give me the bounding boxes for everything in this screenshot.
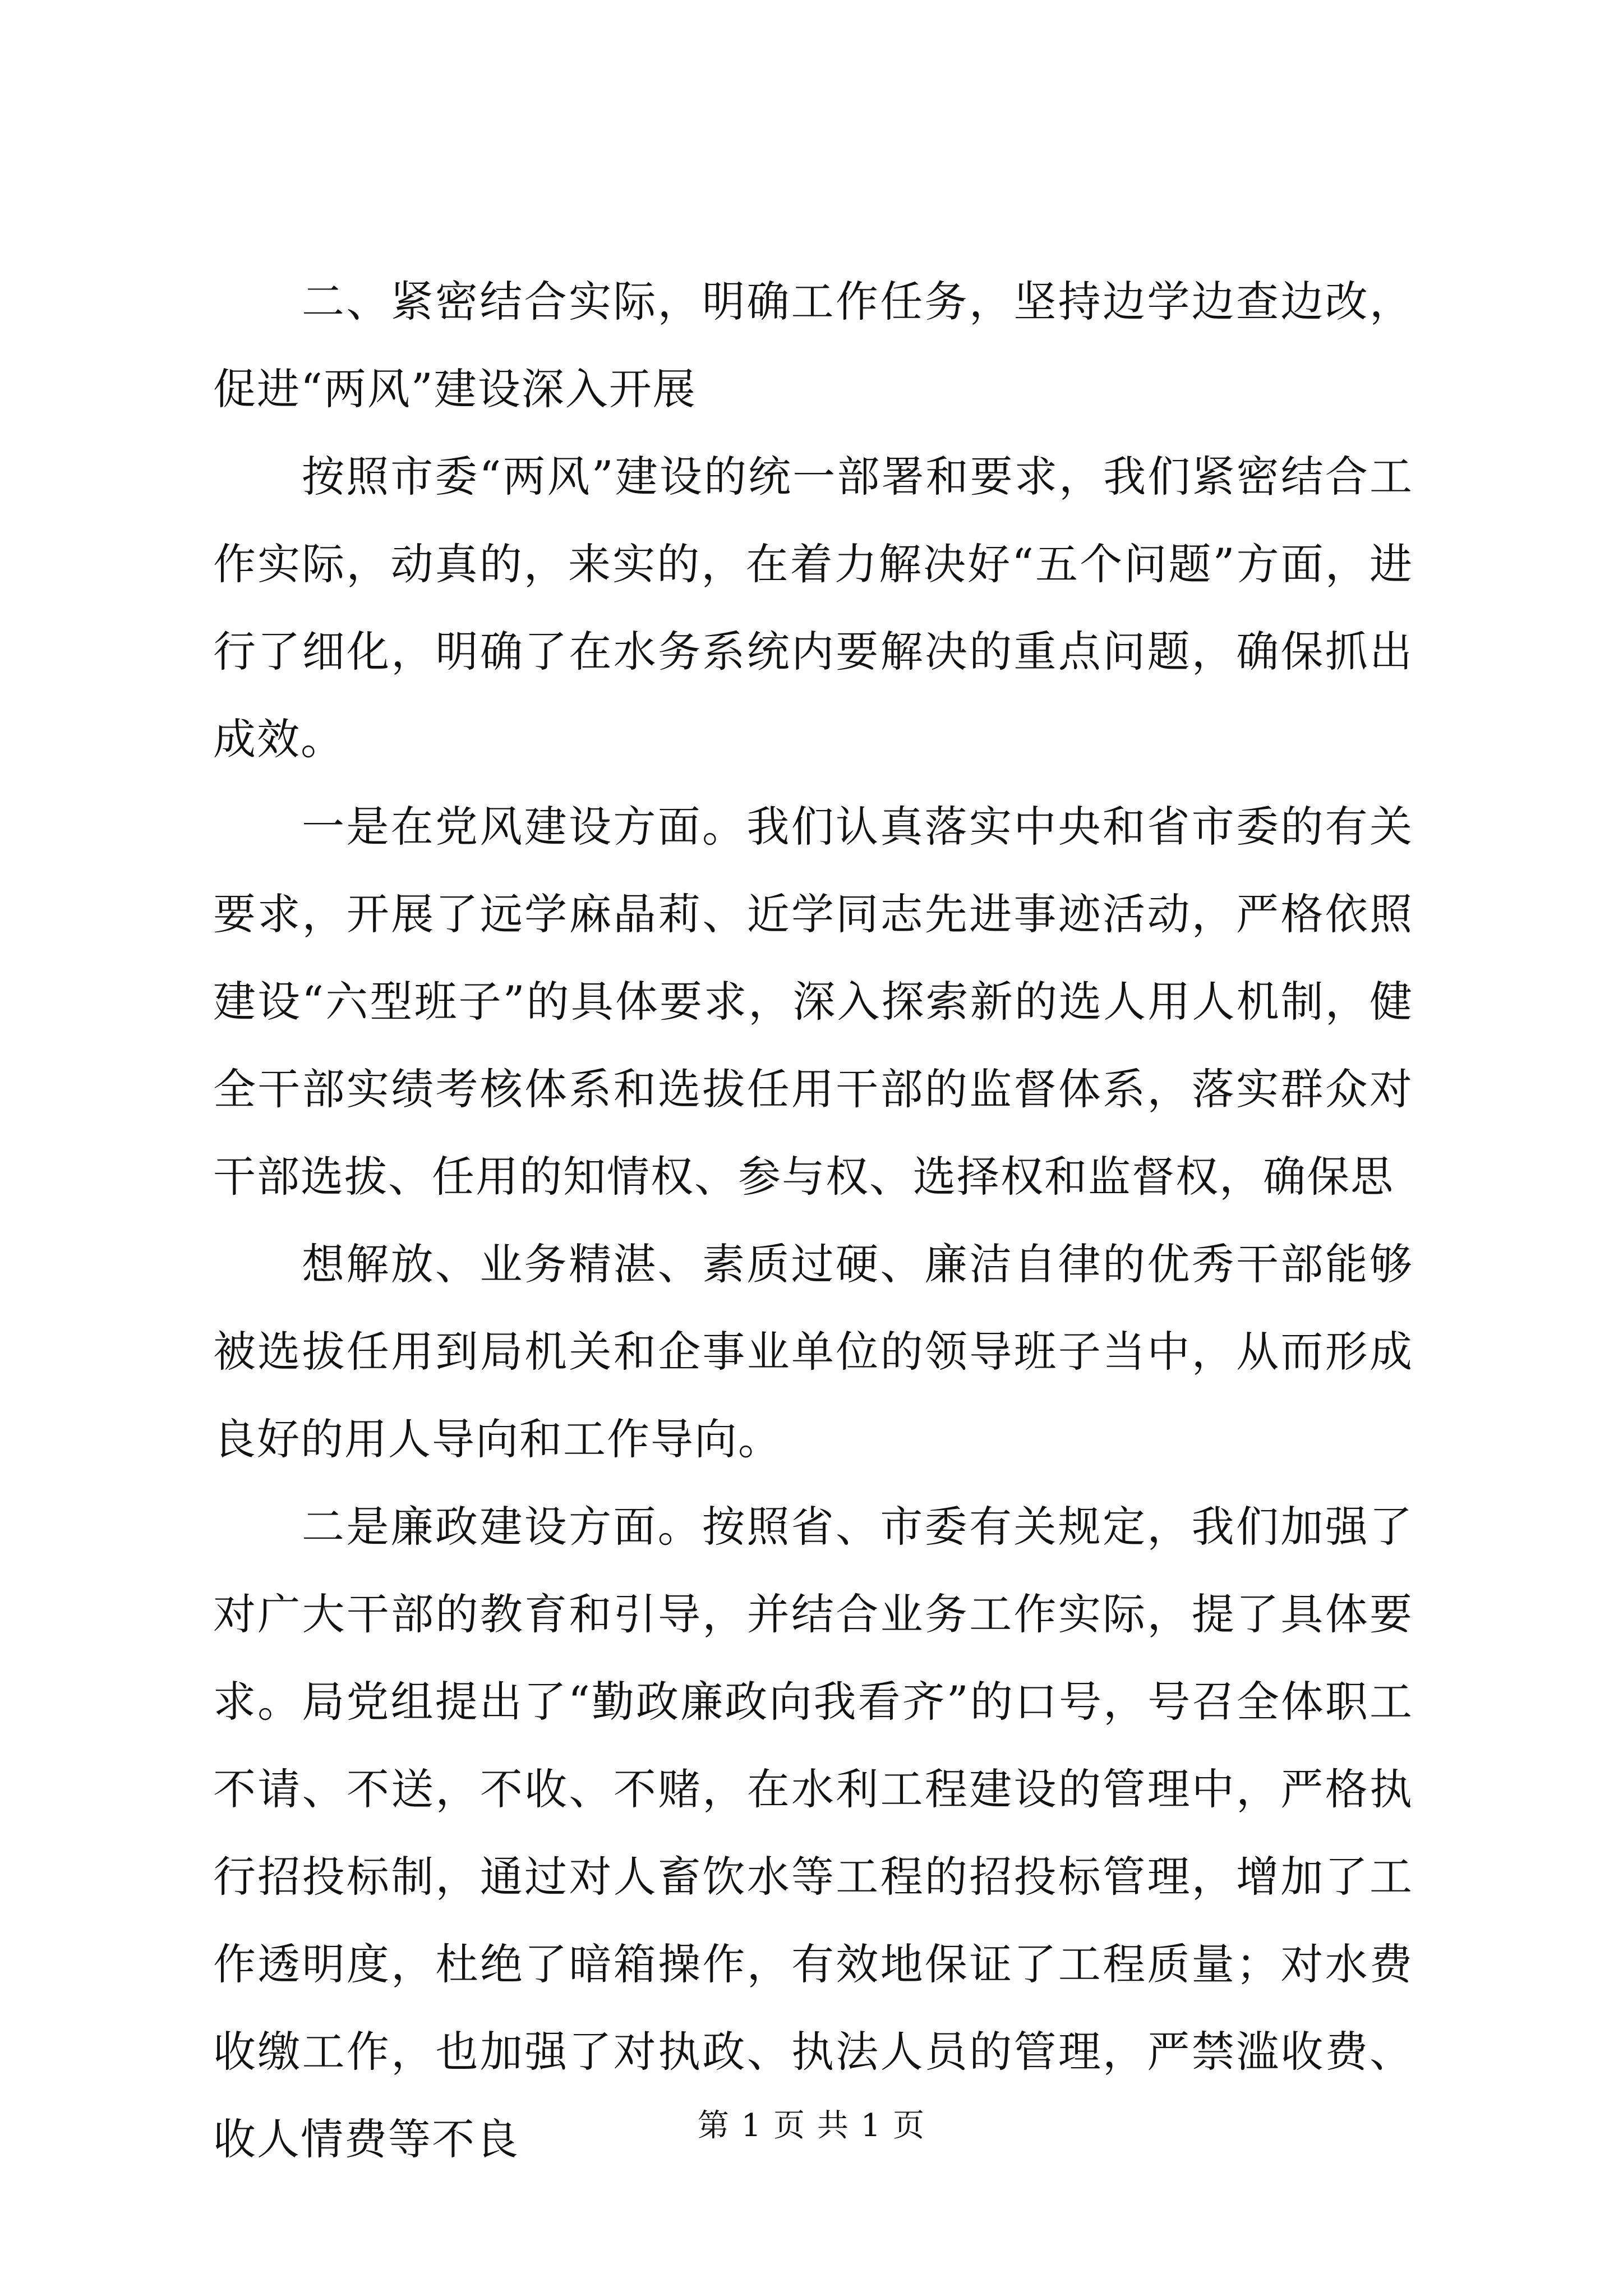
page-footer: 第 1 页 共 1 页 (697, 2108, 926, 2144)
body-paragraph: 二是廉政建设方面。按照省、市委有关规定，我们加强了对广大干部的教育和引导，并结合业务工作实际，提了具体要求。局党组提出了“勤政廉政向我看齐”的口号，号召全体职工不请、不送，不收、不赌，在水利工程建设的管理中，严格执行招投标制，通过对人畜饮水等工程的招投标管理，增加了工作透明度，杜绝了暗箱操作，有效地保证了工程质量；对水费收缴工作，也加强了对执政、执法人员的管理，严禁滥收费、收人情费等不良 (213, 1502, 1413, 2164)
section-heading-paragraph: 二、紧密结合实际，明确工作任务，坚持边学边查边改，促进“两风”建设深入开展 (213, 277, 1413, 414)
body-paragraph: 按照市委“两风”建设的统一部署和要求，我们紧密结合工作实际，动真的，来实的，在着力解决好“五个问题”方面，进行了细化，明确了在水务系统内要解决的重点问题，确保抓出成效。 (213, 452, 1413, 764)
document-body (213, 258, 1413, 2183)
body-paragraph: 想解放、业务精湛、素质过硬、廉洁自律的优秀干部能够被选拔任用到局机关和企事业单位的领导班子当中，从而形成良好的用人导向和工作导向。 (213, 1239, 1413, 1464)
body-paragraph: 一是在党风建设方面。我们认真落实中央和省市委的有关要求，开展了远学麻晶莉、近学同志先进事迹活动，严格依照建设“六型班子”的具体要求，深入探索新的选人用人机制，健全干部实绩考核体系和选拔任用干部的监督体系，落实群众对干部选拔、任用的知情权、参与权、选择权和监督权，确保思 (213, 802, 1413, 1202)
